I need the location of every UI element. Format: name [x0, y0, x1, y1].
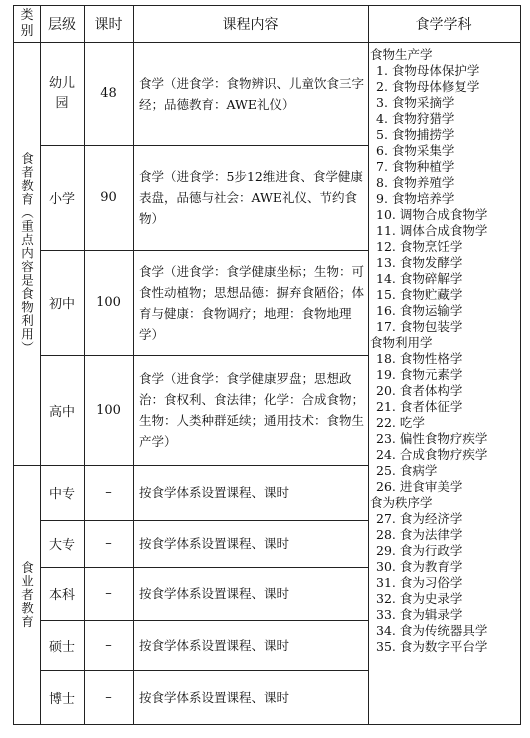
- hours-cell: [84, 567, 133, 620]
- content-cell: [133, 465, 368, 520]
- discipline-item: 6. 食物采集学: [376, 143, 455, 158]
- group-eater-education: [13, 42, 40, 465]
- discipline-item: 23. 偏性食物疗疾学: [376, 431, 488, 446]
- discipline-item: 22. 吃学: [376, 415, 425, 430]
- discipline-item: 21. 食者体征学: [376, 399, 463, 414]
- level-text: 高中: [48, 404, 75, 420]
- discipline-item: 14. 食物碎解学: [376, 271, 463, 286]
- hours-text: 48: [100, 86, 117, 101]
- level-text: 小学: [48, 192, 75, 207]
- content-text: 食学（进食学：食学健康罗盘；思想政治：食权利、食法律；化学：合成食物；生物：人类种群延续；通用技术：食物生产学）: [139, 371, 365, 449]
- discipline-item: 17. 食物包装学: [376, 319, 463, 334]
- level-cell: [40, 465, 84, 520]
- hours-text: –: [105, 536, 112, 551]
- discipline-item: 30. 食为教育学: [376, 559, 463, 574]
- discipline-item: 20. 食者体构学: [376, 383, 463, 398]
- content-text: 按食学体系设置课程、课时: [139, 637, 290, 653]
- hours-cell: [84, 465, 133, 520]
- hours-cell: [84, 250, 133, 355]
- discipline-item: 2. 食物母体修复学: [376, 79, 480, 94]
- content-text: 按食学体系设置课程、课时: [139, 689, 290, 705]
- header-content: [133, 5, 368, 42]
- header-hours-text: 课时: [94, 16, 123, 33]
- hours-text: 100: [96, 402, 121, 418]
- discipline-item: 26. 进食审美学: [376, 479, 463, 494]
- discipline-item: 12. 食物烹饪学: [376, 239, 463, 254]
- discipline-item: 5. 食物捕捞学: [376, 127, 455, 142]
- content-cell: [133, 620, 368, 670]
- discipline-item: 33. 食为辑录学: [376, 607, 463, 622]
- level-text: 大专: [48, 538, 75, 553]
- header-content-text: 课程内容: [222, 16, 279, 33]
- content-cell: [133, 250, 368, 355]
- discipline-item: 32. 食为史录学: [376, 591, 463, 606]
- level-text: 初中: [48, 297, 75, 312]
- content-cell: [133, 355, 368, 465]
- hours-text: –: [105, 637, 112, 653]
- content-text: 按食学体系设置课程、课时: [139, 485, 290, 500]
- level-text: 本科: [48, 588, 75, 603]
- discipline-item: 13. 食物发酵学: [376, 255, 463, 270]
- discipline-section-heading: 食物生产学: [370, 47, 433, 62]
- header-discipline-text: 食学学科: [415, 16, 472, 33]
- content-text: 按食学体系设置课程、课时: [139, 536, 290, 551]
- discipline-section-heading: 食为秩序学: [370, 495, 433, 510]
- discipline-item: 31. 食为习俗学: [376, 575, 463, 590]
- discipline-item: 7. 食物种植学: [376, 159, 455, 174]
- discipline-item: 1. 食物母体保护学: [376, 63, 480, 78]
- level-cell: [40, 670, 84, 724]
- discipline-item: 18. 食物性格学: [376, 351, 463, 366]
- group-food-industry-education: [13, 465, 40, 724]
- level-cell: [40, 620, 84, 670]
- discipline-item: 15. 食物贮藏学: [376, 287, 463, 302]
- level-cell: [40, 520, 84, 567]
- discipline-item: 8. 食物养殖学: [376, 175, 455, 190]
- hours-text: –: [105, 586, 112, 601]
- content-cell: [133, 520, 368, 567]
- discipline-list: [370, 47, 518, 722]
- discipline-item: 28. 食为法律学: [376, 527, 463, 542]
- hours-text: 100: [96, 295, 121, 310]
- level-cell: [40, 355, 84, 465]
- level-text: 幼儿园: [48, 75, 75, 111]
- discipline-item: 9. 食物培养学: [376, 191, 455, 206]
- hours-cell: [84, 355, 133, 465]
- group-label: 食者教育（重点内容是食物利用）: [19, 152, 35, 355]
- hours-text: –: [105, 485, 112, 500]
- discipline-item: 3. 食物采摘学: [376, 95, 455, 110]
- header-category: [13, 5, 41, 42]
- discipline-item: 19. 食物元素学: [376, 367, 463, 382]
- content-cell: [133, 567, 368, 620]
- hours-cell: [84, 520, 133, 567]
- discipline-section-heading: 食物利用学: [370, 335, 433, 350]
- hours-text: 90: [100, 190, 117, 205]
- hours-cell: [84, 42, 133, 145]
- content-cell: [133, 145, 368, 250]
- content-text: 食学（进食学：食学健康坐标；生物：可食性动植物；思想品德：摒弃食陋俗；体育与健康：食物调疗；地理：食物地理学）: [139, 263, 365, 342]
- discipline-item: 35. 食为数字平台学: [376, 639, 488, 654]
- discipline-item: 25. 食病学: [376, 463, 438, 478]
- content-cell: [133, 670, 368, 724]
- level-cell: [40, 145, 84, 250]
- content-cell: [133, 42, 368, 145]
- header-category-text: 类别: [20, 7, 34, 39]
- discipline-item: 34. 食为传统器具学: [376, 623, 488, 638]
- header-level-text: 层级: [48, 16, 76, 33]
- discipline-item: 10. 调物合成食物学: [376, 207, 488, 222]
- header-discipline: [368, 5, 519, 42]
- header-level: [40, 5, 84, 42]
- level-cell: [40, 250, 84, 355]
- discipline-item: 4. 食物狩猎学: [376, 111, 455, 126]
- discipline-item: 29. 食为行政学: [376, 543, 463, 558]
- content-text: 食学（进食学：食物辨识、儿童饮食三字经；品德教育：AWE礼仪）: [139, 75, 365, 112]
- header-hours: [84, 5, 133, 42]
- discipline-item: 27. 食为经济学: [376, 511, 463, 526]
- level-text: 博士: [48, 691, 75, 707]
- level-cell: [40, 567, 84, 620]
- level-text: 硕士: [48, 639, 75, 655]
- discipline-item: 11. 调体合成食物学: [376, 223, 488, 238]
- level-text: 中专: [48, 487, 75, 502]
- hours-cell: [84, 145, 133, 250]
- hours-cell: [84, 670, 133, 724]
- hours-text: –: [105, 689, 112, 705]
- discipline-item: 16. 食物运输学: [376, 303, 463, 318]
- group-label: 食业者教育: [19, 560, 35, 629]
- hours-cell: [84, 620, 133, 670]
- discipline-item: 24. 合成食物疗疾学: [376, 447, 488, 462]
- content-text: 食学（进食学：5步12维进食、食学健康表盘，品德与社会：AWE礼仪、节约食物）: [139, 169, 363, 226]
- level-cell: [40, 42, 84, 145]
- col-divider: [368, 5, 369, 724]
- content-text: 按食学体系设置课程、课时: [139, 586, 290, 601]
